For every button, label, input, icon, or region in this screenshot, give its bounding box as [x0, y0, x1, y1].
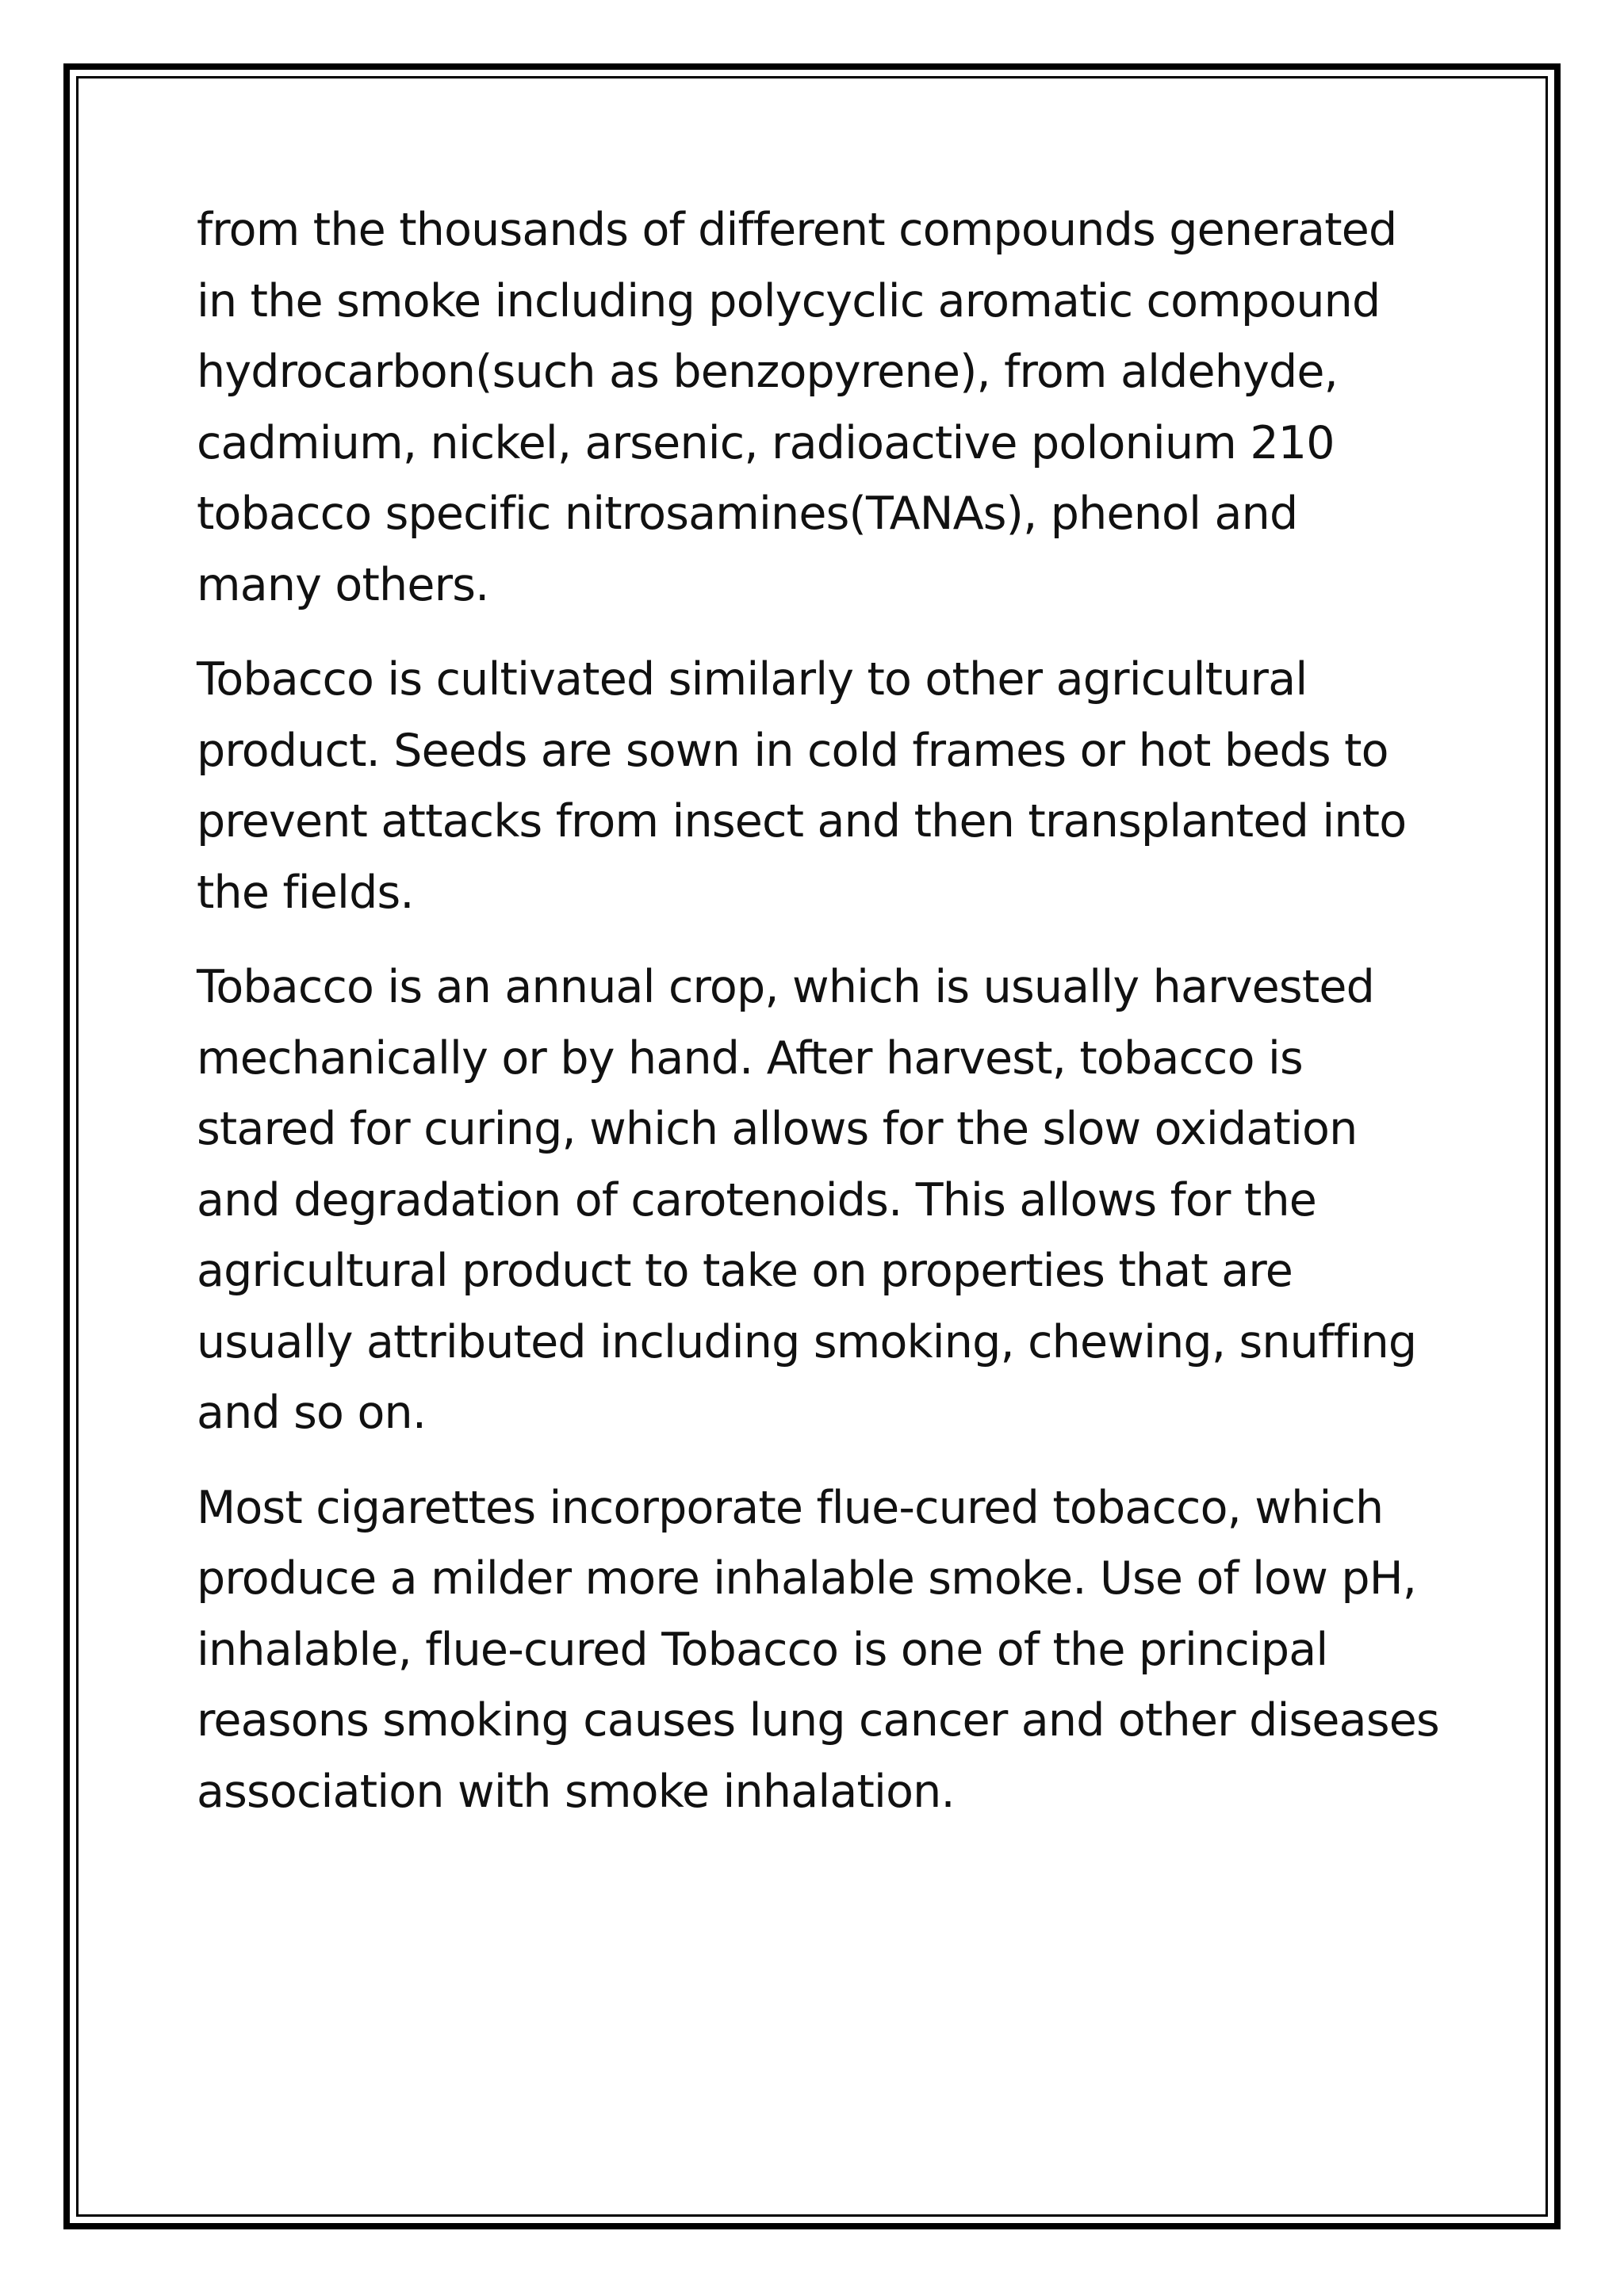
- text-line: reasons smoking causes lung cancer and other diseases: [197, 1694, 1439, 1747]
- text-line: product. Seeds are sown in cold frames or hot beds to: [197, 724, 1388, 777]
- paragraph-cultivation: [197, 645, 1465, 928]
- text-line: Most cigarettes incorporate flue-cured tobacco, which: [197, 1481, 1384, 1534]
- document-body: [197, 195, 1465, 1851]
- paragraph-compounds: [197, 195, 1465, 621]
- text-line: the fields.: [197, 866, 414, 919]
- text-line: tobacco specific nitrosamines(TANAs), phenol and: [197, 488, 1298, 540]
- text-line: prevent attacks from insect and then transplanted into: [197, 795, 1407, 848]
- text-line: Tobacco is an annual crop, which is usually harvested: [197, 961, 1375, 1013]
- text-line: from the thousands of different compounds generated: [197, 204, 1397, 256]
- text-line: produce a milder more inhalable smoke. Use of low pH,: [197, 1552, 1417, 1605]
- text-line: mechanically or by hand. After harvest, tobacco is: [197, 1031, 1303, 1085]
- text-line: and degradation of carotenoids. This allows for the: [197, 1173, 1317, 1226]
- text-line: inhalable, flue-cured Tobacco is one of the principal: [197, 1623, 1328, 1676]
- text-line: cadmium, nickel, arsenic, radioactive polonium 210: [197, 416, 1335, 469]
- text-line: usually attributed including smoking, chewing, snuffing: [197, 1315, 1417, 1368]
- paragraph-cigarettes: [197, 1473, 1465, 1828]
- text-line: in the smoke including polycyclic aromatic compound: [197, 274, 1381, 327]
- text-line: and so on.: [197, 1387, 427, 1439]
- text-line: agricultural product to take on properties that are: [197, 1245, 1293, 1297]
- text-line: Tobacco is cultivated similarly to other agricultural: [197, 653, 1308, 706]
- paragraph-harvest: [197, 952, 1465, 1449]
- text-line: association with smoke inhalation.: [197, 1765, 955, 1818]
- text-line: hydrocarbon(such as benzopyrene), from aldehyde,: [197, 346, 1338, 398]
- text-line: stared for curing, which allows for the slow oxidation: [197, 1103, 1358, 1155]
- text-line: many others.: [197, 558, 489, 611]
